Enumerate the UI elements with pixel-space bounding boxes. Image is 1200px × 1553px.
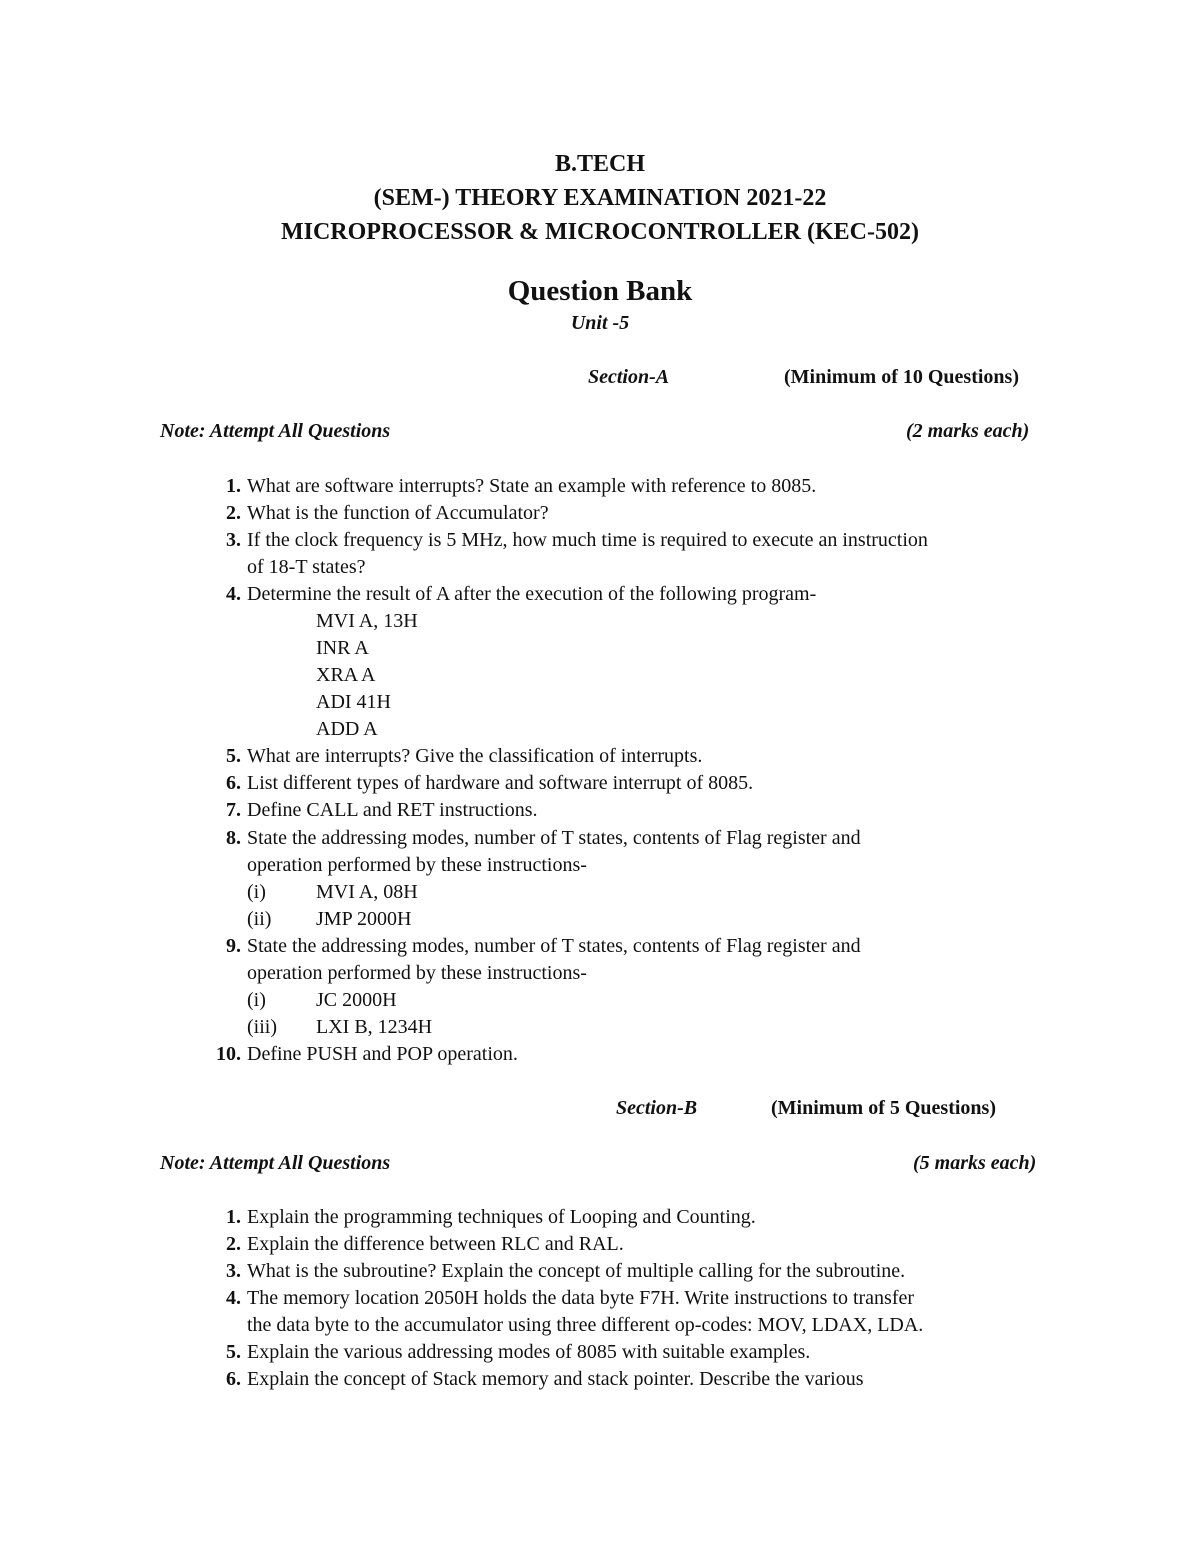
question-number: 6. — [226, 772, 241, 794]
exam-title: (SEM-) THEORY EXAMINATION 2021-22 — [373, 185, 827, 211]
question-text: If the clock frequency is 5 MHz, how much time is required to execute an instruction — [247, 529, 928, 551]
section-a-question-10 — [216, 1043, 518, 1065]
sub-item-text: MVI A, 08H — [316, 881, 418, 903]
section-a-marks: (2 marks each) — [906, 420, 1030, 442]
question-number: 5. — [226, 1341, 241, 1363]
sub-item-text: JMP 2000H — [316, 908, 412, 930]
question-number: 1. — [226, 1206, 241, 1228]
section-b-question-6 — [226, 1368, 864, 1390]
question-number: 8. — [226, 827, 241, 849]
question-text: Define PUSH and POP operation. — [247, 1043, 518, 1065]
question-text: Explain the difference between RLC and RAL. — [247, 1233, 624, 1255]
section-a-note: Note: Attempt All Questions — [160, 420, 391, 442]
section-b-question-4 — [226, 1287, 915, 1309]
section-b-question-2 — [226, 1233, 624, 1255]
section-b-question-3 — [226, 1260, 906, 1282]
course-title: MICROPROCESSOR & MICROCONTROLLER (KEC-502) — [280, 219, 919, 245]
question-text: Explain the various addressing modes of 8085 with suitable examples. — [247, 1341, 811, 1363]
section-b-minimum: (Minimum of 5 Questions) — [771, 1097, 996, 1119]
question-number: 10. — [216, 1043, 241, 1065]
section-a-question-4 — [226, 583, 817, 605]
question-number: 3. — [226, 1260, 241, 1282]
sub-item-label: (ii) — [247, 908, 272, 930]
section-a-question-6 — [226, 772, 754, 794]
page-title: Question Bank — [507, 275, 693, 307]
section-a-minimum: (Minimum of 10 Questions) — [784, 366, 1019, 388]
code-line: INR A — [316, 637, 369, 659]
section-b-question-1 — [226, 1206, 756, 1228]
question-number: 4. — [226, 583, 241, 605]
question-text: List different types of hardware and software interrupt of 8085. — [247, 772, 754, 794]
question-number: 5. — [226, 745, 241, 767]
code-line: MVI A, 13H — [316, 610, 418, 632]
section-a-question-3-cont: of 18-T states? — [247, 556, 366, 578]
code-line: ADD A — [316, 718, 378, 740]
question-text: The memory location 2050H holds the data byte F7H. Write instructions to transfer — [247, 1287, 915, 1309]
section-a-question-3 — [226, 529, 928, 551]
question-text: Explain the programming techniques of Looping and Counting. — [247, 1206, 756, 1228]
section-b-label: Section-B — [616, 1097, 698, 1119]
section-a-question-7 — [226, 799, 538, 821]
question-text: State the addressing modes, number of T states, contents of Flag register and — [247, 827, 861, 849]
question-number: 6. — [226, 1368, 241, 1390]
section-b-question-4-cont: the data byte to the accumulator using three different op-codes: MOV, LDAX, LDA. — [247, 1314, 924, 1336]
question-number: 1. — [226, 475, 241, 497]
code-line: ADI 41H — [316, 691, 391, 713]
question-number: 3. — [226, 529, 241, 551]
question-number: 2. — [226, 1233, 241, 1255]
section-a-label: Section-A — [588, 366, 670, 388]
section-a-question-8 — [226, 827, 861, 849]
sub-item-label: (i) — [247, 881, 266, 903]
sub-item-label: (iii) — [247, 1016, 277, 1038]
question-number: 7. — [226, 799, 241, 821]
unit-label: Unit -5 — [570, 312, 630, 334]
exam-program: B.TECH — [554, 151, 646, 177]
question-text: Explain the concept of Stack memory and stack pointer. Describe the various — [247, 1368, 864, 1390]
question-text: What are software interrupts? State an example with reference to 8085. — [247, 475, 817, 497]
question-text: What are interrupts? Give the classification of interrupts. — [247, 745, 703, 767]
question-text: Define CALL and RET instructions. — [247, 799, 538, 821]
section-b-question-5 — [226, 1341, 811, 1363]
section-b-note: Note: Attempt All Questions — [160, 1152, 391, 1174]
section-a-question-8-cont: operation performed by these instructions- — [247, 854, 587, 876]
section-b-marks: (5 marks each) — [913, 1152, 1037, 1174]
section-a-question-5 — [226, 745, 703, 767]
section-a-question-9 — [226, 935, 861, 957]
question-number: 2. — [226, 502, 241, 524]
sub-item-text: JC 2000H — [316, 989, 397, 1011]
section-a-question-9-cont: operation performed by these instructions- — [247, 962, 587, 984]
question-number: 4. — [226, 1287, 241, 1309]
question-text: What is the function of Accumulator? — [247, 502, 549, 524]
question-text: Determine the result of A after the execution of the following program- — [247, 583, 817, 605]
code-line: XRA A — [316, 664, 376, 686]
section-a-question-1 — [226, 475, 817, 497]
sub-item-text: LXI B, 1234H — [316, 1016, 433, 1038]
section-a-question-2 — [226, 502, 549, 524]
sub-item-label: (i) — [247, 989, 266, 1011]
question-text: State the addressing modes, number of T states, contents of Flag register and — [247, 935, 861, 957]
question-number: 9. — [226, 935, 241, 957]
question-text: What is the subroutine? Explain the concept of multiple calling for the subroutine. — [247, 1260, 906, 1282]
